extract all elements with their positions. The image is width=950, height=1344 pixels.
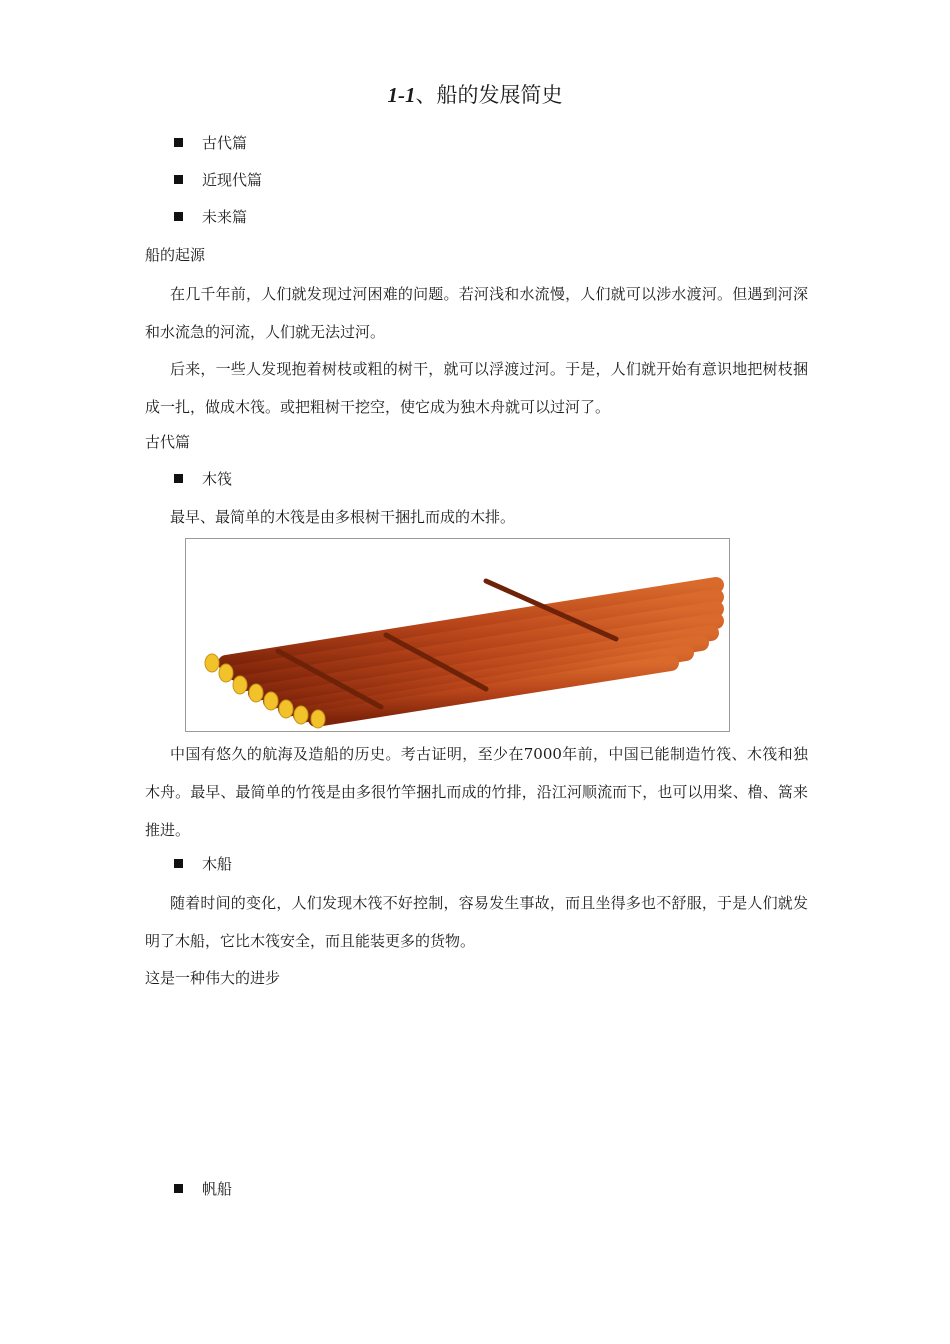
square-bullet-icon (174, 474, 183, 483)
origin-paragraph-2: 后来，一些人发现抱着树枝或粗的树干，就可以浮渡过河。于是，人们就开始有意识地把树枝捆成一扎，做成木筏。或把粗树干挖空，使它成为独木舟就可以过河了。 (145, 360, 808, 416)
bullet-sailboat: 帆船 (174, 1179, 232, 1199)
progress-line: 这是一种伟大的进步 (145, 969, 281, 987)
toc-item-modern: 近现代篇 (174, 170, 262, 190)
square-bullet-icon (174, 138, 183, 147)
square-bullet-icon (174, 212, 183, 221)
history-paragraph: 中国有悠久的航海及造船的历史。考古证明，至少在7000年前，中国已能制造竹筏、木筏和独木舟。最早、最简单的竹筏是由多很竹竿捆扎而成的竹排，沿江河顺流而下，也可以用桨、橹、篙来推进。 (145, 745, 808, 839)
title-text: 、船的发展简史 (415, 83, 563, 107)
wood-boat-paragraph: 随着时间的变化，人们发现木筏不好控制，容易发生事故，而且坐得多也不舒服，于是人们就发明了木船，它比木筏安全，而且能装更多的货物。 (145, 894, 808, 950)
raft-description: 最早、最简单的木筏是由多根树干捆扎而成的木排。 (170, 508, 516, 526)
toc-item-ancient: 古代篇 (174, 133, 247, 153)
square-bullet-icon (174, 175, 183, 184)
log-raft-illustration (186, 539, 729, 731)
toc-item-future: 未来篇 (174, 207, 247, 227)
raft-image (185, 538, 730, 732)
square-bullet-icon (174, 859, 183, 868)
square-bullet-icon (174, 1184, 183, 1193)
bullet-raft: 木筏 (174, 469, 232, 489)
section-heading-origin: 船的起源 (145, 246, 206, 264)
page-title (0, 80, 950, 110)
origin-paragraph-1: 在几千年前，人们就发现过河困难的问题。若河浅和水流慢，人们就可以涉水渡河。但遇到河深和水流急的河流，人们就无法过河。 (145, 285, 808, 341)
section-heading-ancient: 古代篇 (145, 433, 191, 451)
bullet-wood-boat: 木船 (174, 854, 232, 874)
raft-logs-back (226, 585, 716, 719)
title-number: 1-1 (387, 83, 416, 107)
